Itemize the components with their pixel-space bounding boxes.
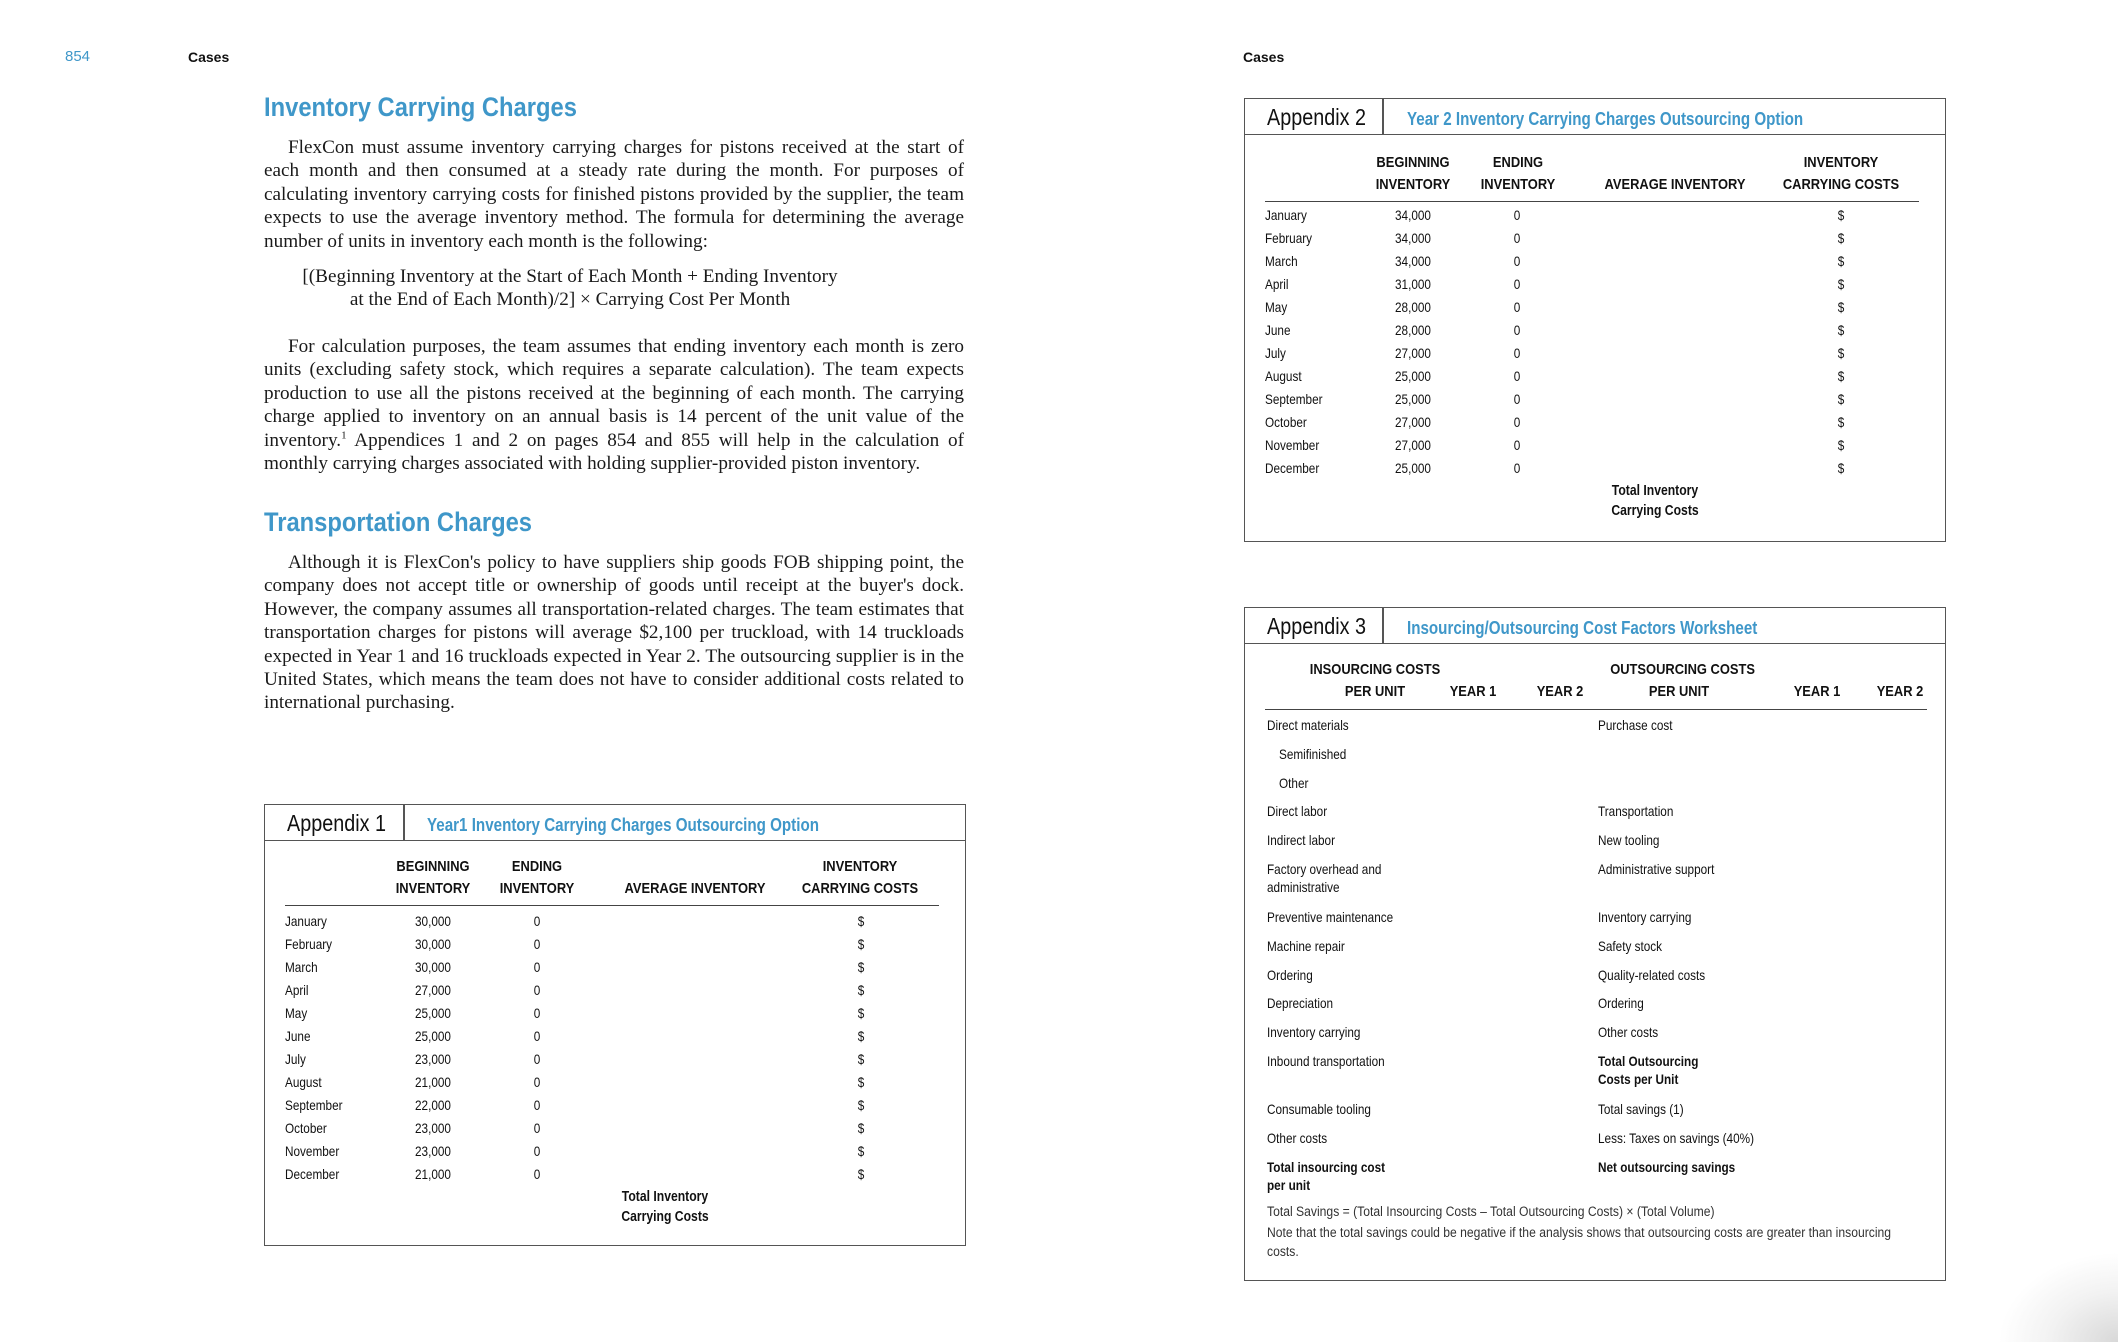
outsourcing-total-row: Total Outsourcing bbox=[1598, 1053, 1699, 1069]
beginning-inventory-value: 25,000 bbox=[415, 1028, 451, 1044]
outsourcing-row: Inventory carrying bbox=[1598, 909, 1692, 925]
carrying-cost-value: $ bbox=[1837, 253, 1845, 269]
col-header-average: AVERAGE INVENTORY bbox=[624, 880, 766, 897]
ending-inventory-value: 0 bbox=[1513, 345, 1521, 361]
insourcing-row: Preventive maintenance bbox=[1267, 909, 1394, 925]
beginning-inventory-value: 21,000 bbox=[415, 1074, 451, 1090]
month-label: September bbox=[285, 1097, 343, 1113]
insourcing-row: Direct materials bbox=[1267, 717, 1349, 733]
beginning-inventory-value: 25,000 bbox=[1395, 391, 1431, 407]
appendix-1-label: Appendix 1 bbox=[287, 810, 386, 836]
appendix-1-header-underline bbox=[285, 905, 939, 906]
insourcing-row: Inventory carrying bbox=[1267, 1024, 1361, 1040]
insourcing-row: Machine repair bbox=[1267, 938, 1345, 954]
month-label: August bbox=[285, 1074, 322, 1090]
col-header-carrying-costs: INVENTORY CARRYING COSTS bbox=[801, 858, 919, 897]
appendix-1-title: Year1 Inventory Carrying Charges Outsourcing Option bbox=[427, 814, 819, 835]
appendix-2-header-rule bbox=[1245, 134, 1945, 135]
paragraph-carrying-intro: FlexCon must assume inventory carrying charges for pistons received at the start of each month and then consumed at a steady rate during the month. For purposes of calculating inventory carrying costs for finished pistons provided by the supplier, the team expects to use the average inventory method. The formula for determining the average number of units in inventory each month is the following: bbox=[264, 137, 964, 252]
month-label: June bbox=[285, 1028, 311, 1044]
total-carrying-costs-label: Total Inventory Carrying Costs bbox=[621, 1189, 709, 1225]
beginning-inventory-value: 31,000 bbox=[1395, 276, 1431, 292]
carrying-cost-value: $ bbox=[1837, 322, 1845, 338]
beginning-inventory-value: 23,000 bbox=[415, 1120, 451, 1136]
ending-inventory-value: 0 bbox=[1513, 299, 1521, 315]
month-label: April bbox=[285, 982, 309, 998]
beginning-inventory-value: 27,000 bbox=[1395, 414, 1431, 430]
appendix-2-title: Year 2 Inventory Carrying Charges Outsourcing Option bbox=[1407, 108, 1804, 129]
carrying-cost-value: $ bbox=[857, 959, 865, 975]
carrying-cost-value: $ bbox=[1837, 207, 1845, 223]
col-header-ending: ENDING INVENTORY bbox=[1480, 154, 1556, 193]
insourcing-row: Other bbox=[1279, 775, 1309, 791]
carrying-cost-value: $ bbox=[1837, 437, 1845, 453]
carrying-cost-value: $ bbox=[857, 1028, 865, 1044]
ending-inventory-value: 0 bbox=[1513, 230, 1521, 246]
ending-inventory-value: 0 bbox=[1513, 437, 1521, 453]
beginning-inventory-value: 30,000 bbox=[415, 936, 451, 952]
ending-inventory-value: 0 bbox=[533, 1097, 541, 1113]
month-label: July bbox=[285, 1051, 306, 1067]
appendix-3-divider bbox=[1382, 608, 1384, 644]
month-label: February bbox=[285, 936, 333, 952]
month-label: May bbox=[1265, 299, 1288, 315]
ending-inventory-value: 0 bbox=[1513, 368, 1521, 384]
insourcing-total-row: Total insourcing cost bbox=[1267, 1159, 1386, 1175]
insourcing-row: Depreciation bbox=[1267, 995, 1334, 1011]
carrying-cost-value: $ bbox=[857, 1143, 865, 1159]
carrying-cost-value: $ bbox=[857, 1120, 865, 1136]
outsourcing-net-savings-row: Net outsourcing savings bbox=[1598, 1159, 1736, 1175]
col-header-beginning: BEGINNING INVENTORY bbox=[1375, 154, 1451, 193]
month-label: July bbox=[1265, 345, 1286, 361]
beginning-inventory-value: 34,000 bbox=[1395, 230, 1431, 246]
ending-inventory-value: 0 bbox=[533, 1028, 541, 1044]
running-head-left: Cases bbox=[188, 49, 230, 65]
ending-inventory-value: 0 bbox=[1513, 414, 1521, 430]
col-header-average: AVERAGE INVENTORY bbox=[1604, 176, 1746, 193]
total-carrying-costs-label: Total Inventory Carrying Costs bbox=[1611, 483, 1699, 519]
month-label: November bbox=[285, 1143, 340, 1159]
ending-inventory-value: 0 bbox=[1513, 460, 1521, 476]
ending-inventory-value: 0 bbox=[1513, 322, 1521, 338]
ending-inventory-value: 0 bbox=[533, 1074, 541, 1090]
carrying-cost-value: $ bbox=[857, 913, 865, 929]
insourcing-row: Consumable tooling bbox=[1267, 1101, 1371, 1117]
month-label: December bbox=[285, 1166, 340, 1182]
carrying-cost-value: $ bbox=[857, 936, 865, 952]
appendix-2-box bbox=[1244, 98, 1946, 542]
appendix-2-header-underline bbox=[1265, 201, 1919, 202]
outsourcing-row: Transportation bbox=[1598, 803, 1674, 819]
ending-inventory-value: 0 bbox=[1513, 391, 1521, 407]
ending-inventory-value: 0 bbox=[533, 1005, 541, 1021]
ending-inventory-value: 0 bbox=[533, 959, 541, 975]
beginning-inventory-value: 25,000 bbox=[1395, 460, 1431, 476]
col-header-outsourcing: OUTSOURCING COSTS PER UNIT bbox=[1610, 661, 1755, 700]
appendix-2-label: Appendix 2 bbox=[1267, 104, 1366, 130]
running-head-right: Cases bbox=[1243, 49, 1285, 65]
ending-inventory-value: 0 bbox=[533, 1143, 541, 1159]
appendix-3-label: Appendix 3 bbox=[1267, 613, 1366, 639]
outsourcing-row: New tooling bbox=[1598, 832, 1660, 848]
beginning-inventory-value: 25,000 bbox=[415, 1005, 451, 1021]
savings-formula-note: Total Savings = (Total Insourcing Costs – Total Outsourcing Costs) × (Total Volume) bbox=[1267, 1204, 1715, 1219]
col-header-in-year2: YEAR 2 bbox=[1536, 683, 1584, 700]
beginning-inventory-value: 30,000 bbox=[415, 913, 451, 929]
month-label: April bbox=[1265, 276, 1289, 292]
beginning-inventory-value: 34,000 bbox=[1395, 253, 1431, 269]
negative-savings-note: Note that the total savings could be negative if the analysis shows that outsourcing costs are greater than insourcing costs. bbox=[1267, 1225, 1892, 1259]
insourcing-row: Other costs bbox=[1267, 1130, 1328, 1146]
paragraph-carrying-assumptions: For calculation purposes, the team assumes that ending inventory each month is zero units (excluding safety stock, which requires a separate calculation). The team expects production to use all the pistons received at the beginning of each month. The carrying charge applied to inventory on an annual basis is 14 percent of the unit value of the inventory.$^1$ Appendices 1 and 2 on pages 854 and 855 will help in the calculation of monthly carrying charges associated with holding supplier-provided piston inventory. bbox=[264, 336, 964, 475]
ending-inventory-value: 0 bbox=[1513, 207, 1521, 223]
outsourcing-row: Administrative support bbox=[1598, 861, 1715, 877]
outsourcing-row: Other costs bbox=[1598, 1024, 1659, 1040]
beginning-inventory-value: 30,000 bbox=[415, 959, 451, 975]
month-label: October bbox=[1265, 414, 1307, 430]
appendix-3-header-rule bbox=[1245, 643, 1945, 644]
insourcing-row: Ordering bbox=[1267, 967, 1313, 983]
month-label: October bbox=[285, 1120, 327, 1136]
outsourcing-row: Safety stock bbox=[1598, 938, 1663, 954]
carrying-cost-value: $ bbox=[1837, 299, 1845, 315]
page-number: 854 bbox=[65, 48, 91, 65]
ending-inventory-value: 0 bbox=[1513, 253, 1521, 269]
outsourcing-row: Ordering bbox=[1598, 995, 1644, 1011]
col-header-in-year1: YEAR 1 bbox=[1449, 683, 1497, 700]
beginning-inventory-value: 34,000 bbox=[1395, 207, 1431, 223]
month-label: June bbox=[1265, 322, 1291, 338]
beginning-inventory-value: 25,000 bbox=[1395, 368, 1431, 384]
month-label: January bbox=[285, 913, 327, 929]
page-corner-shadow bbox=[1998, 1252, 2118, 1342]
appendix-2-divider bbox=[1382, 99, 1384, 135]
outsourcing-row: Less: Taxes on savings (40%) bbox=[1598, 1130, 1755, 1146]
insourcing-row: Direct labor bbox=[1267, 803, 1328, 819]
beginning-inventory-value: 27,000 bbox=[1395, 345, 1431, 361]
carrying-cost-value: $ bbox=[1837, 368, 1845, 384]
outsourcing-row: Quality-related costs bbox=[1598, 967, 1706, 983]
ending-inventory-value: 0 bbox=[1513, 276, 1521, 292]
month-label: March bbox=[1265, 253, 1298, 269]
formula-line-1: [(Beginning Inventory at the Start of Each Month + Ending Inventory bbox=[302, 266, 838, 287]
carrying-cost-value: $ bbox=[1837, 391, 1845, 407]
month-label: September bbox=[1265, 391, 1323, 407]
insourcing-row: Factory overhead and bbox=[1267, 861, 1382, 877]
beginning-inventory-value: 21,000 bbox=[415, 1166, 451, 1182]
insourcing-row: Inbound transportation bbox=[1267, 1053, 1385, 1069]
carrying-cost-value: $ bbox=[1837, 414, 1845, 430]
ending-inventory-value: 0 bbox=[533, 1120, 541, 1136]
month-label: February bbox=[1265, 230, 1313, 246]
carrying-cost-value: $ bbox=[1837, 460, 1845, 476]
col-header-out-year2: YEAR 2 bbox=[1876, 683, 1924, 700]
appendix-1-box bbox=[264, 804, 966, 1246]
carrying-cost-value: $ bbox=[1837, 230, 1845, 246]
beginning-inventory-value: 28,000 bbox=[1395, 322, 1431, 338]
carrying-cost-value: $ bbox=[1837, 276, 1845, 292]
footnote-marker: 1 bbox=[341, 429, 347, 442]
beginning-inventory-value: 27,000 bbox=[415, 982, 451, 998]
carrying-cost-value: $ bbox=[857, 1051, 865, 1067]
month-label: March bbox=[285, 959, 318, 975]
month-label: November bbox=[1265, 437, 1320, 453]
month-label: January bbox=[1265, 207, 1307, 223]
month-label: December bbox=[1265, 460, 1320, 476]
insourcing-row: administrative bbox=[1267, 879, 1340, 895]
col-header-carrying-costs: INVENTORY CARRYING COSTS bbox=[1782, 154, 1900, 193]
col-header-beginning: BEGINNING INVENTORY bbox=[395, 858, 471, 897]
beginning-inventory-value: 28,000 bbox=[1395, 299, 1431, 315]
ending-inventory-value: 0 bbox=[533, 913, 541, 929]
ending-inventory-value: 0 bbox=[533, 1166, 541, 1182]
col-header-out-year1: YEAR 1 bbox=[1793, 683, 1841, 700]
outsourcing-row: Total savings (1) bbox=[1598, 1101, 1684, 1117]
carrying-cost-value: $ bbox=[857, 1074, 865, 1090]
col-header-insourcing: INSOURCING COSTS PER UNIT bbox=[1309, 661, 1441, 700]
carrying-cost-value: $ bbox=[1837, 345, 1845, 361]
ending-inventory-value: 0 bbox=[533, 1051, 541, 1067]
outsourcing-total-row: Costs per Unit bbox=[1598, 1071, 1679, 1087]
appendix-3-header-underline bbox=[1265, 709, 1927, 710]
insourcing-row: Semifinished bbox=[1279, 746, 1347, 762]
carrying-cost-value: $ bbox=[857, 1097, 865, 1113]
outsourcing-row: Purchase cost bbox=[1598, 717, 1673, 733]
beginning-inventory-value: 23,000 bbox=[415, 1051, 451, 1067]
appendix-1-header-rule bbox=[265, 840, 965, 841]
ending-inventory-value: 0 bbox=[533, 936, 541, 952]
carrying-cost-value: $ bbox=[857, 1166, 865, 1182]
carrying-cost-value: $ bbox=[857, 982, 865, 998]
carrying-cost-value: $ bbox=[857, 1005, 865, 1021]
month-label: August bbox=[1265, 368, 1302, 384]
appendix-3-title: Insourcing/Outsourcing Cost Factors Worksheet bbox=[1407, 617, 1758, 638]
beginning-inventory-value: 22,000 bbox=[415, 1097, 451, 1113]
appendix-1-divider bbox=[403, 805, 405, 841]
section-title-inventory-carrying: Inventory Carrying Charges bbox=[264, 92, 577, 122]
formula-line-2: at the End of Each Month)/2] × Carrying Cost Per Month bbox=[349, 289, 791, 310]
section-title-transportation: Transportation Charges bbox=[264, 507, 533, 537]
beginning-inventory-value: 27,000 bbox=[1395, 437, 1431, 453]
month-label: May bbox=[285, 1005, 308, 1021]
appendix-3-box bbox=[1244, 607, 1946, 1281]
paragraph-transportation: Although it is FlexCon's policy to have suppliers ship goods FOB shipping point, the company does not accept title or ownership of goods until receipt at the buyer's dock. However, the company assumes all transportation-related charges. The team estimates that transportation charges for pistons will average $2,100 per truckload, with 14 truckloads expected in Year 1 and 16 truckloads expected in Year 2. The outsourcing supplier is in the United States, which means the team does not have to consider additional costs related to international purchasing. bbox=[264, 552, 964, 714]
beginning-inventory-value: 23,000 bbox=[415, 1143, 451, 1159]
insourcing-row: Indirect labor bbox=[1267, 832, 1335, 848]
insourcing-total-row: per unit bbox=[1267, 1177, 1311, 1193]
ending-inventory-value: 0 bbox=[533, 982, 541, 998]
col-header-ending: ENDING INVENTORY bbox=[499, 858, 575, 897]
